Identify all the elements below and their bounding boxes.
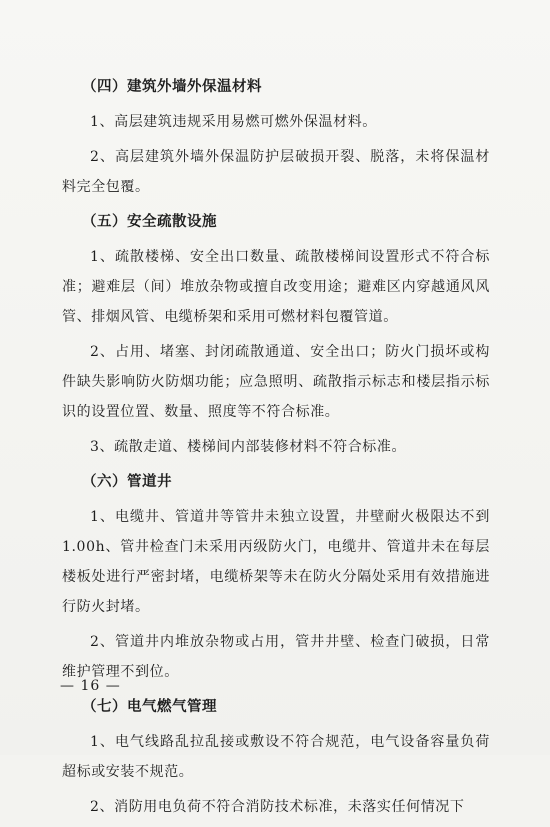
paragraph: 2、高层建筑外墙外保温防护层破损开裂、脱落，未将保温材料完全包覆。 [62,149,490,195]
paragraph: 1、电缆井、管道井等管井未独立设置，井壁耐火极限达不到1.00h、管井检查门未采用丙级防火门，电缆井、管道井未在每层楼板处进行严密封堵，电缆桥架等未在防火分隔处采用有效措施进行防火封堵。 [62,509,490,615]
paragraph: 1、电气线路乱拉乱接或敷设不符合规范，电气设备容量负荷超标或安装不规范。 [62,734,490,780]
paragraph: 1、高层建筑违规采用易燃可燃外保温材料。 [90,114,377,130]
paragraph: 3、疏散走道、楼梯间内部装修材料不符合标准。 [90,439,407,455]
page-number: — 16 — [60,678,121,694]
paragraph: 2、占用、堵塞、封闭疏散通道、安全出口；防火门损坏或构件缺失影响防火防烟功能；应急照明、疏散指示标志和楼层指示标识的设置位置、数量、照度等不符合标准。 [62,344,490,420]
section-heading-4: （四）建筑外墙外保温材料 [82,78,262,95]
document-body [62,72,490,827]
section-heading-6: （六）管道井 [82,473,172,490]
section-heading-7: （七）电气燃气管理 [82,698,217,715]
paragraph: 1、疏散楼梯、安全出口数量、疏散楼梯间设置形式不符合标准；避难层（间）堆放杂物或擅自改变用途；避难区内穿越通风风管、排烟风管、电缆桥架和采用可燃材料包覆管道。 [62,249,490,325]
paragraph: 2、消防用电负荷不符合消防技术标准，未落实任何情况下 [90,799,465,815]
paragraph: 2、管道井内堆放杂物或占用，管井井壁、检查门破损，日常维护管理不到位。 [62,634,490,680]
section-heading-5: （五）安全疏散设施 [82,213,217,230]
